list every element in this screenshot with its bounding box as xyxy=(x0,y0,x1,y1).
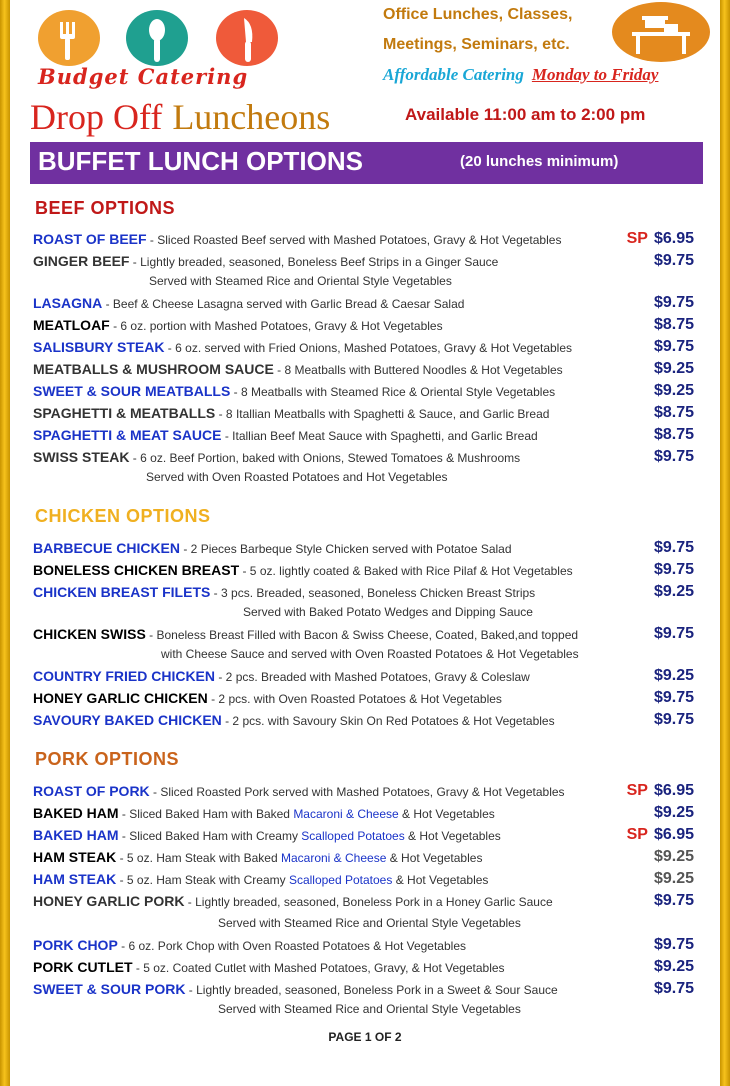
tagline-line-2: Meetings, Seminars, etc. xyxy=(383,36,570,53)
menu-item xyxy=(33,253,613,269)
section-title-chicken: CHICKEN OPTIONS xyxy=(35,506,211,526)
item-description: - 6 oz. Beef Portion, baked with Onions, Stewed Tomatoes & Mushrooms xyxy=(129,451,521,465)
days-text: Monday to Friday xyxy=(531,65,659,84)
special-price-badge: SP xyxy=(626,782,648,799)
item-description: - Lightly breaded, seasoned, Boneless Beef Strips in a Ginger Sauce xyxy=(129,255,499,269)
knife-icon xyxy=(216,10,278,66)
item-description: - Sliced Roasted Beef served with Mashed Potatoes, Gravy & Hot Vegetables xyxy=(146,233,562,247)
item-description: - Beef & Cheese Lasagna served with Garlic Bread & Caesar Salad xyxy=(102,297,465,311)
item-description: - Sliced Baked Ham with Creamy xyxy=(118,829,302,843)
special-price-badge: SP xyxy=(626,826,648,843)
item-price: $9.75 xyxy=(653,448,694,465)
item-name: BAKED HAM xyxy=(33,827,119,843)
item-price: $9.25 xyxy=(653,870,694,887)
item-description: - 5 oz. lightly coated & Baked with Rice Pilaf & Hot Vegetables xyxy=(239,564,573,578)
item-price: $8.75 xyxy=(653,426,694,443)
menu-item xyxy=(33,295,613,311)
item-name: LASAGNA xyxy=(33,295,103,311)
menu-item xyxy=(33,805,613,821)
item-name: HONEY GARLIC CHICKEN xyxy=(33,690,208,706)
availability-text: Available 11:00 am to 2:00 pm xyxy=(405,105,646,124)
menu-item xyxy=(33,383,613,399)
item-description: - 5 oz. Ham Steak with Baked xyxy=(116,851,281,865)
section-title-pork: PORK OPTIONS xyxy=(35,749,180,769)
menu-item xyxy=(33,626,613,642)
affordable-text: Affordable Catering xyxy=(383,65,524,84)
item-description: - Lightly breaded, seasoned, Boneless Pork in a Honey Garlic Sauce xyxy=(184,895,553,909)
menu-item xyxy=(33,871,613,887)
right-gold-border xyxy=(720,0,730,1086)
item-price: $9.75 xyxy=(653,338,694,355)
price-value: $6.95 xyxy=(653,826,694,843)
item-price: $8.75 xyxy=(653,404,694,421)
item-description-continued: Served with Oven Roasted Potatoes and Hot Vegetables xyxy=(146,470,448,484)
price-value: $6.95 xyxy=(653,230,694,247)
menu-item xyxy=(33,712,613,728)
item-description-end: & Hot Vegetables xyxy=(392,873,489,887)
title-drop-off: Drop Off xyxy=(30,97,163,137)
highlighted-side: Macaroni & Cheese xyxy=(293,807,399,821)
tagline-line-1: Office Lunches, Classes, xyxy=(383,6,573,23)
item-description: - 2 pcs. Breaded with Mashed Potatoes, Gravy & Coleslaw xyxy=(215,670,530,684)
menu-item xyxy=(33,937,613,953)
menu-item xyxy=(33,562,613,578)
item-name: SAVOURY BAKED CHICKEN xyxy=(33,712,222,728)
menu-item xyxy=(33,690,613,706)
item-name: SWEET & SOUR PORK xyxy=(33,981,186,997)
item-name: GINGER BEEF xyxy=(33,253,130,269)
highlighted-side: Scalloped Potatoes xyxy=(288,873,393,887)
item-price: $9.25 xyxy=(653,958,694,975)
item-description-continued: Served with Steamed Rice and Oriental Style Vegetables xyxy=(218,916,521,930)
item-price: $9.25 xyxy=(653,848,694,865)
item-price: $9.75 xyxy=(653,561,694,578)
item-name: MEATBALLS & MUSHROOM SAUCE xyxy=(33,361,274,377)
item-description: - 8 Itallian Meatballs with Spaghetti & Sauce, and Garlic Bread xyxy=(215,407,550,421)
item-price xyxy=(627,826,694,844)
item-name: ROAST OF PORK xyxy=(33,783,150,799)
item-name: SALISBURY STEAK xyxy=(33,339,165,355)
budget-catering-logo xyxy=(36,10,316,90)
item-description-continued: Served with Baked Potato Wedges and Dipping Sauce xyxy=(243,605,533,619)
item-name: PORK CUTLET xyxy=(33,959,133,975)
item-price: $9.75 xyxy=(653,711,694,728)
item-price: $9.75 xyxy=(653,689,694,706)
logo-circle-red xyxy=(216,10,278,66)
item-price: $9.75 xyxy=(653,252,694,269)
item-name: MEATLOAF xyxy=(33,317,110,333)
menu-item xyxy=(33,449,613,465)
item-name: COUNTRY FRIED CHICKEN xyxy=(33,668,216,684)
item-description-end: & Hot Vegetables xyxy=(398,807,495,821)
item-description: - 2 Pieces Barbeque Style Chicken served with Potatoe Salad xyxy=(180,542,512,556)
item-price: $9.75 xyxy=(653,294,694,311)
banner-title: BUFFET LUNCH OPTIONS xyxy=(38,146,363,176)
item-description: - Boneless Breast Filled with Bacon & Swiss Cheese, Coated, Baked,and topped xyxy=(145,628,579,642)
item-name: BAKED HAM xyxy=(33,805,119,821)
item-description: - 6 oz. Pork Chop with Oven Roasted Potatoes & Hot Vegetables xyxy=(117,939,466,953)
menu-item xyxy=(33,893,613,909)
item-name: SWISS STEAK xyxy=(33,449,130,465)
highlighted-side: Scalloped Potatoes xyxy=(301,829,405,843)
item-description: - 2 pcs. with Oven Roasted Potatoes & Hot Vegetables xyxy=(207,692,502,706)
page-title xyxy=(30,96,330,138)
item-price: $8.75 xyxy=(653,316,694,333)
item-description: - 6 oz. served with Fried Onions, Mashed Potatoes, Gravy & Hot Vegetables xyxy=(164,341,572,355)
item-price: $9.75 xyxy=(653,539,694,556)
spoon-icon xyxy=(126,10,188,66)
item-description: - 3 pcs. Breaded, seasoned, Boneless Chicken Breast Strips xyxy=(210,586,536,600)
title-luncheons: Luncheons xyxy=(172,97,331,137)
logo-text: Budget Catering xyxy=(38,64,249,89)
fork-icon xyxy=(38,10,100,66)
item-price: $9.25 xyxy=(653,583,694,600)
item-name: ROAST OF BEEF xyxy=(33,231,147,247)
price-value: $6.95 xyxy=(653,782,694,799)
special-price-badge: SP xyxy=(626,230,648,247)
item-price: $9.75 xyxy=(653,892,694,909)
menu-item xyxy=(33,668,613,684)
item-name: BARBECUE CHICKEN xyxy=(33,540,181,556)
highlighted-side: Macaroni & Cheese xyxy=(280,851,387,865)
item-price: $9.25 xyxy=(653,667,694,684)
item-description-continued: Served with Steamed Rice and Oriental Style Vegetables xyxy=(218,1002,521,1016)
item-description: - 5 oz. Ham Steak with Creamy xyxy=(116,873,289,887)
menu-item xyxy=(33,231,613,247)
item-description: - Itallian Beef Meat Sauce with Spaghetti, and Garlic Bread xyxy=(221,429,538,443)
menu-item xyxy=(33,849,613,865)
item-name: CHICKEN SWISS xyxy=(33,626,146,642)
item-name: SPAGHETTI & MEAT SAUCE xyxy=(33,427,222,443)
menu-item xyxy=(33,783,613,799)
item-price: $9.25 xyxy=(653,804,694,821)
item-name: CHICKEN BREAST FILETS xyxy=(33,584,211,600)
page-number: PAGE 1 OF 2 xyxy=(328,1030,402,1044)
menu-item xyxy=(33,317,613,333)
affordable-catering-line xyxy=(383,65,658,85)
menu-item xyxy=(33,827,613,843)
menu-item xyxy=(33,405,613,421)
item-name: SWEET & SOUR MEATBALLS xyxy=(33,383,231,399)
left-gold-border xyxy=(0,0,10,1086)
item-name: PORK CHOP xyxy=(33,937,118,953)
menu-item xyxy=(33,361,613,377)
item-description: - Lightly breaded, seasoned, Boneless Pork in a Sweet & Sour Sauce xyxy=(185,983,558,997)
menu-item xyxy=(33,981,613,997)
item-price xyxy=(627,230,694,248)
menu-item xyxy=(33,540,613,556)
item-price: $9.75 xyxy=(653,936,694,953)
item-price: $9.75 xyxy=(653,625,694,642)
logo-circle-teal xyxy=(126,10,188,66)
menu-item xyxy=(33,584,613,600)
item-name: HAM STEAK xyxy=(33,871,117,887)
section-title-beef: BEEF OPTIONS xyxy=(35,198,176,218)
banner-note: (20 lunches minimum) xyxy=(460,153,619,170)
item-description: - 2 pcs. with Savoury Skin On Red Potatoes & Hot Vegetables xyxy=(221,714,555,728)
item-description-continued: Served with Steamed Rice and Oriental Style Vegetables xyxy=(149,274,452,288)
item-description: - 6 oz. portion with Mashed Potatoes, Gravy & Hot Vegetables xyxy=(109,319,443,333)
item-name: HONEY GARLIC PORK xyxy=(33,893,185,909)
item-description: - 8 Meatballs with Steamed Rice & Oriental Style Vegetables xyxy=(230,385,556,399)
item-description: - 8 Meatballs with Buttered Noodles & Hot Vegetables xyxy=(273,363,563,377)
menu-item xyxy=(33,427,613,443)
item-description-continued: with Cheese Sauce and served with Oven Roasted Potatoes & Hot Vegetables xyxy=(161,647,579,661)
item-name: BONELESS CHICKEN BREAST xyxy=(33,562,240,578)
item-description: - 5 oz. Coated Cutlet with Mashed Potatoes, Gravy, & Hot Vegetables xyxy=(132,961,505,975)
menu-item xyxy=(33,959,613,975)
menu-item xyxy=(33,339,613,355)
item-description: - Sliced Roasted Pork served with Mashed Potatoes, Gravy & Hot Vegetables xyxy=(149,785,565,799)
item-price: $9.25 xyxy=(653,360,694,377)
item-description-end: & Hot Vegetables xyxy=(386,851,483,865)
catering-buffet-icon xyxy=(612,2,710,62)
item-description: - Sliced Baked Ham with Baked xyxy=(118,807,294,821)
logo-circle-orange xyxy=(38,10,100,66)
item-price: $9.75 xyxy=(653,980,694,997)
item-name: HAM STEAK xyxy=(33,849,117,865)
item-price: $9.25 xyxy=(653,382,694,399)
item-price xyxy=(627,782,694,800)
buffet-options-banner xyxy=(30,142,703,184)
item-name: SPAGHETTI & MEATBALLS xyxy=(33,405,216,421)
item-description-end: & Hot Vegetables xyxy=(404,829,501,843)
